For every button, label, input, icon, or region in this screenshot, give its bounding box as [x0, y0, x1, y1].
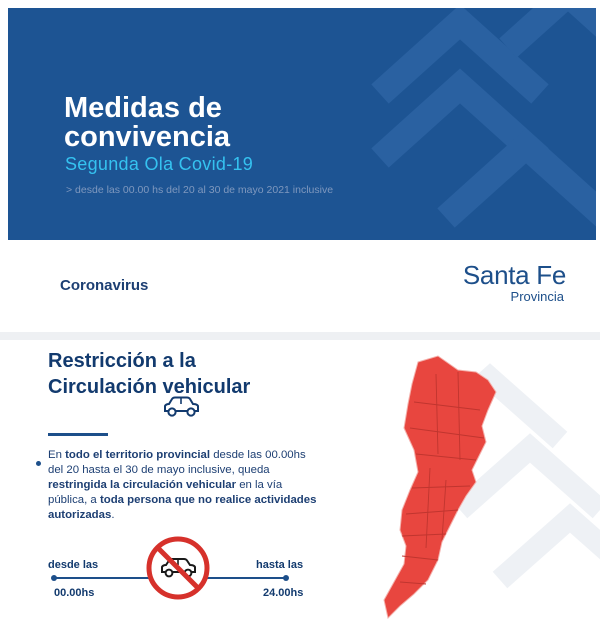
hero-banner — [8, 8, 596, 240]
car-icon — [161, 396, 201, 418]
brand-logo-name: Santa Fe — [462, 260, 566, 290]
body-text-part: desde las 00.00hs del 20 hasta el 30 de mayo inclusive, queda — [48, 449, 306, 476]
banner-date-range: > desde las 00.00 hs del 20 al 30 de mayo 2021 inclusive — [66, 184, 334, 196]
banner-subtitle: Segunda Ola Covid-19 — [65, 154, 254, 174]
bullet-dot — [36, 461, 41, 466]
brand-logo-sub: Provincia — [510, 289, 564, 304]
no-car-sign-icon — [146, 536, 210, 600]
banner-title: Medidas de convivencia — [64, 92, 231, 153]
restriction-content — [0, 340, 600, 620]
timeline-end-label: hasta las — [256, 559, 304, 571]
body-bold-territory: todo el territorio provincial — [65, 449, 211, 461]
timeline-start-label: desde las — [48, 559, 99, 571]
timeline-end-time: 24.00hs — [263, 587, 304, 599]
body-text-part: . — [111, 509, 115, 521]
section-divider — [0, 332, 600, 340]
timeline-start-time: 00.00hs — [54, 587, 95, 599]
restriction-description — [48, 448, 318, 523]
category-label: Coronavirus — [60, 277, 149, 294]
brand-strip — [0, 240, 600, 332]
body-text-part: En — [48, 449, 66, 461]
santa-fe-province-map — [380, 350, 530, 620]
body-bold-restriction: restringida la circulación vehicular — [48, 479, 237, 491]
body-bold-persons: toda persona que no realice actividades autorizadas — [48, 494, 317, 521]
headline-underline — [48, 433, 108, 436]
section-headline: Restricción a la Circulación vehicular — [48, 350, 251, 398]
body-text-part: en la vía pública, a — [48, 479, 283, 506]
